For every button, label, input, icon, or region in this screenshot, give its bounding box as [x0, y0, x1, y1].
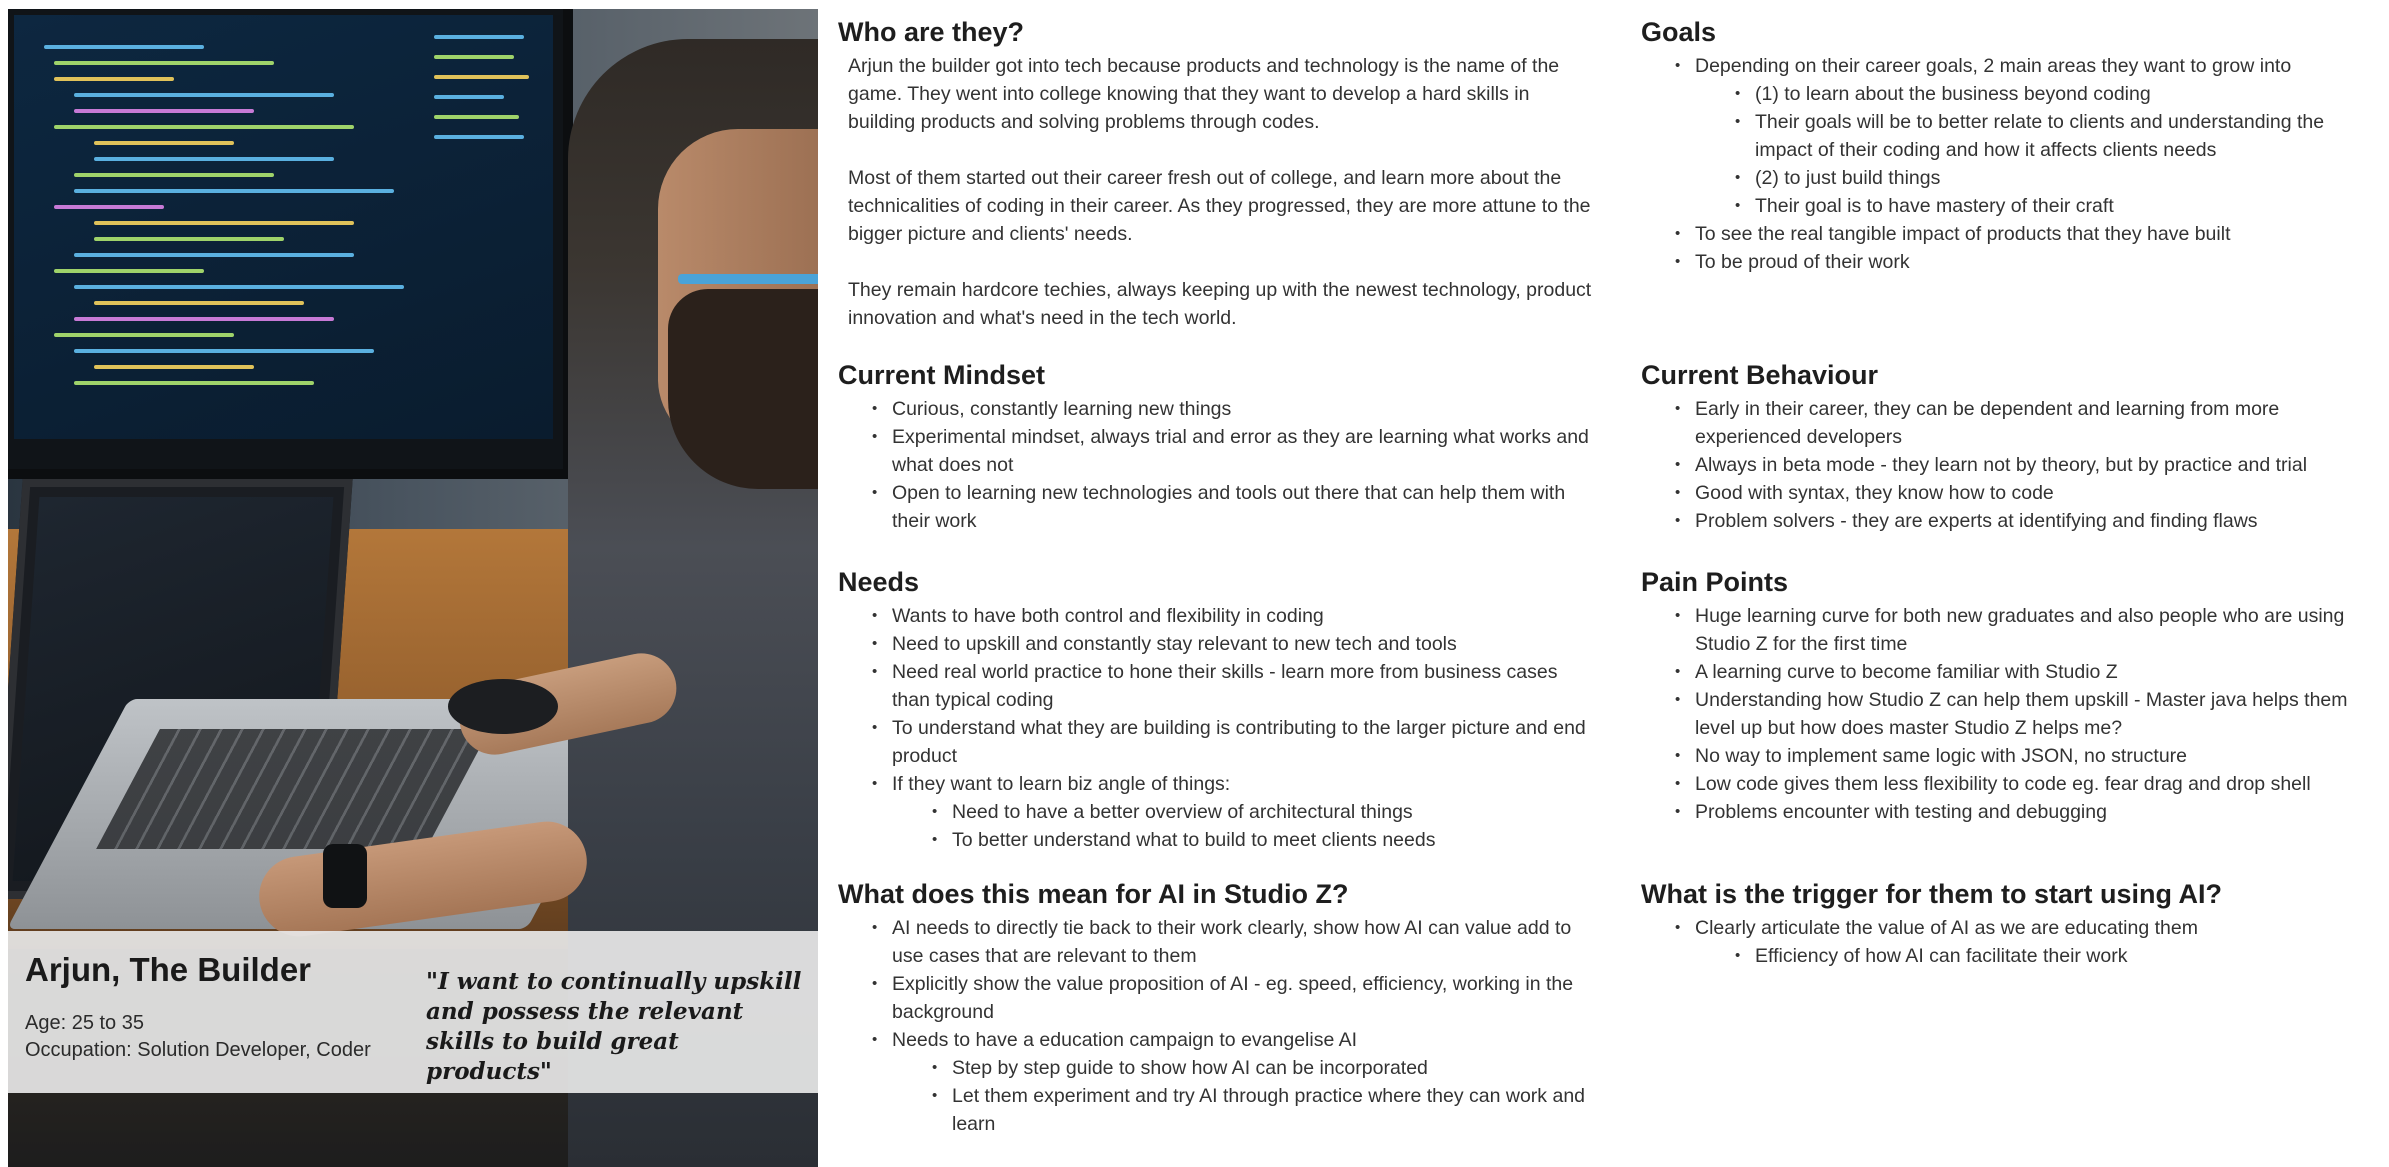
section-title: What is the trigger for them to start using AI?: [1641, 879, 2223, 909]
persona-banner: [8, 931, 818, 1093]
section-title: Pain Points: [1641, 567, 1789, 597]
list-item: • Understanding how Studio Z can help them upskill - Master java helps them level up but how does master Studio Z helps me?: [1695, 686, 2376, 742]
list-item: • Need to upskill and constantly stay relevant to new tech and tools: [892, 630, 1598, 658]
persona-occupation: Occupation: Solution Developer, Coder: [25, 1039, 371, 1061]
persona-photo: [8, 9, 818, 1167]
sub-bullet-list: [952, 1054, 1598, 1138]
list-item: • Curious, constantly learning new things: [892, 395, 1598, 423]
list-item: • Experimental mindset, always trial and error as they are learning what works and what does not: [892, 423, 1598, 479]
list-item: • To understand what they are building is contributing to the larger picture and end product: [892, 714, 1598, 770]
bullet-list: [1695, 914, 2376, 942]
section-title: Needs: [838, 567, 920, 597]
list-item: • AI needs to directly tie back to their work clearly, show how AI can value add to use cases that are relevant to them: [892, 914, 1598, 970]
bullet-list: [892, 602, 1598, 798]
list-item: • Step by step guide to show how AI can be incorporated: [952, 1054, 1598, 1082]
photo-laptop-keyboard: [96, 729, 490, 849]
list-item: • Need real world practice to hone their skills - learn more from business cases than typical coding: [892, 658, 1598, 714]
bullet-list: [1695, 220, 2376, 276]
list-item: • Needs to have a education campaign to evangelise AI: [892, 1026, 1598, 1054]
photo-mouse: [448, 679, 558, 734]
paragraph: Arjun the builder got into tech because products and technology is the name of the game. They went into college knowing that they want to develop a hard skills in building products and solving problems through codes.: [848, 55, 1560, 133]
photo-watch: [323, 844, 367, 908]
section-title: Current Behaviour: [1641, 360, 1879, 390]
bullet-list: [892, 914, 1598, 1054]
list-item: • Depending on their career goals, 2 main areas they want to grow into: [1695, 52, 2376, 80]
persona-age: Age: 25 to 35: [25, 1012, 144, 1034]
list-item: • A learning curve to become familiar with Studio Z: [1695, 658, 2376, 686]
section-title: Who are they?: [838, 17, 1025, 47]
list-item: • Clearly articulate the value of AI as we are educating them: [1695, 914, 2376, 942]
paragraph: They remain hardcore techies, always keeping up with the newest technology, product innovation and what's need in the tech world.: [848, 279, 1592, 329]
list-item: • To be proud of their work: [1695, 248, 2376, 276]
list-item: • If they want to learn biz angle of things:: [892, 770, 1598, 798]
sub-bullet-list: [1755, 80, 2376, 220]
list-item: • Let them experiment and try AI through practice where they can work and learn: [952, 1082, 1598, 1138]
persona-name: Arjun, The Builder: [25, 951, 312, 988]
list-item: • Huge learning curve for both new graduates and also people who are using Studio Z for the first time: [1695, 602, 2376, 658]
list-item: • Open to learning new technologies and tools out there that can help them with their work: [892, 479, 1598, 535]
sub-bullet-list: [952, 798, 1598, 854]
list-item: • Problem solvers - they are experts at identifying and finding flaws: [1695, 507, 2376, 535]
section-ai-meaning: [838, 878, 1598, 1138]
section-title: What does this mean for AI in Studio Z?: [838, 879, 1349, 909]
section-current-mindset: [838, 359, 1598, 535]
list-item: • To see the real tangible impact of products that they have built: [1695, 220, 2376, 248]
list-item: • Wants to have both control and flexibility in coding: [892, 602, 1598, 630]
photo-person-glasses: [678, 274, 818, 284]
list-item: • No way to implement same logic with JSON, no structure: [1695, 742, 2376, 770]
section-title: Current Mindset: [838, 360, 1046, 390]
section-current-behaviour: [1641, 359, 2376, 535]
bullet-list: [1695, 602, 2376, 826]
bullet-list: [1695, 395, 2376, 535]
section-needs: [838, 566, 1598, 854]
list-item: • Early in their career, they can be dependent and learning from more experienced developers: [1695, 395, 2376, 451]
paragraph: Most of them started out their career fresh out of college, and learn more about the technicalities of coding in their career. As they progressed, they are more attune to the bigger picture and clients' needs.: [848, 167, 1591, 245]
list-item: • Their goal is to have mastery of their craft: [1755, 192, 2376, 220]
bullet-list: [1695, 52, 2376, 80]
list-item: • Always in beta mode - they learn not by theory, but by practice and trial: [1695, 451, 2376, 479]
photo-monitor: [8, 9, 573, 479]
list-item: • (1) to learn about the business beyond coding: [1755, 80, 2376, 108]
list-item: • Efficiency of how AI can facilitate their work: [1755, 942, 2376, 970]
section-who-are-they: [838, 16, 1598, 332]
section-pain-points: [1641, 566, 2376, 826]
list-item: • Low code gives them less flexibility to code eg. fear drag and drop shell: [1695, 770, 2376, 798]
section-goals: [1641, 16, 2376, 276]
section-ai-trigger: [1641, 878, 2376, 970]
bullet-list: [892, 395, 1598, 535]
sub-bullet-list: [1755, 942, 2376, 970]
list-item: • To better understand what to build to meet clients needs: [952, 826, 1598, 854]
list-item: • Good with syntax, they know how to code: [1695, 479, 2376, 507]
photo-monitor-screen: [14, 15, 553, 439]
list-item: • (2) to just build things: [1755, 164, 2376, 192]
list-item: • Their goals will be to better relate to clients and understanding the impact of their coding and how it affects clients needs: [1755, 108, 2376, 164]
list-item: • Need to have a better overview of architectural things: [952, 798, 1598, 826]
persona-quote: "I want to continually upskill and possess the relevant skills to build great products": [426, 968, 802, 1085]
photo-person-beard: [668, 289, 818, 489]
section-title: Goals: [1641, 17, 1717, 47]
list-item: • Problems encounter with testing and debugging: [1695, 798, 2376, 826]
list-item: • Explicitly show the value proposition of AI - eg. speed, efficiency, working in the background: [892, 970, 1598, 1026]
